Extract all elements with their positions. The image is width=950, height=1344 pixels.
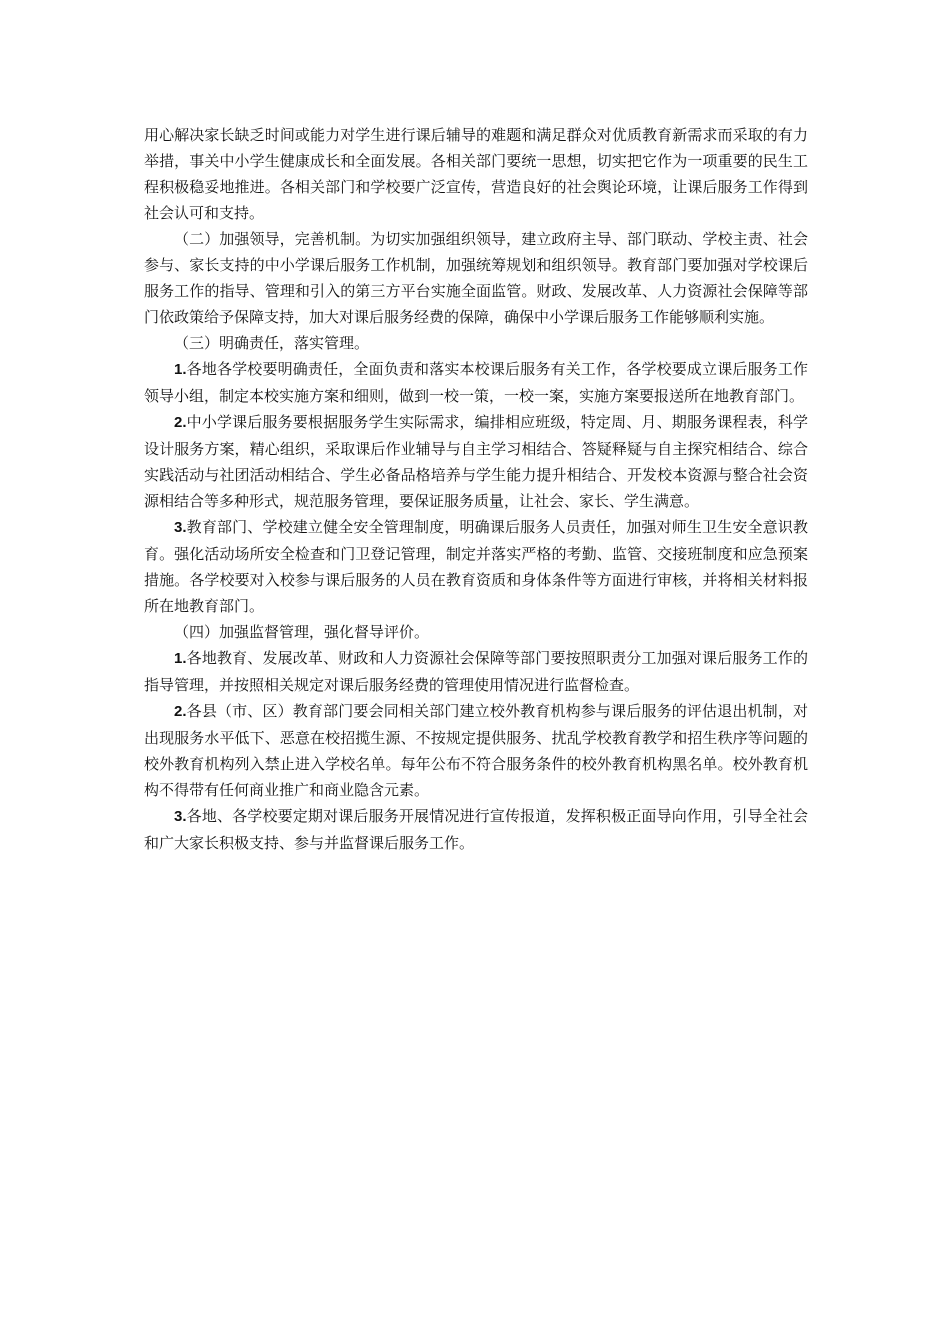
section-four-item-1	[144, 645, 808, 698]
section-four-item-3	[144, 803, 808, 856]
paragraph-text: 各地教育、发展改革、财政和人力资源社会保障等部门要按照职责分工加强对课后服务工作的指导管理，并按照相关规定对课后服务经费的管理使用情况进行监督检查。	[144, 649, 808, 694]
paragraph-text: （四）加强监督管理，强化督导评价。	[174, 623, 430, 641]
paragraph-continuation	[144, 122, 808, 226]
item-number: 3.	[174, 519, 187, 536]
item-number: 3.	[174, 808, 187, 825]
section-three-item-2	[144, 409, 808, 514]
item-number: 1.	[174, 650, 187, 667]
section-two-paragraph	[144, 226, 808, 330]
item-number: 1.	[174, 361, 187, 378]
section-three-item-1	[144, 356, 808, 409]
document-body	[144, 122, 808, 856]
paragraph-text: 各地各学校要明确责任，全面负责和落实本校课后服务有关工作，各学校要成立课后服务工作领导小组，制定本校实施方案和细则，做到一校一策，一校一案，实施方案要报送所在地教育部门。	[144, 360, 808, 405]
paragraph-text: （二）加强领导，完善机制。为切实加强组织领导，建立政府主导、部门联动、学校主责、社会参与、家长支持的中小学课后服务工作机制，加强统筹规划和组织领导。教育部门要加强对学校课后服务工作的指导、管理和引入的第三方平台实施全面监管。财政、发展改革、人力资源社会保障等部门依政策给予保障支持，加大对课后服务经费的保障，确保中小学课后服务工作能够顺利实施。	[144, 230, 808, 326]
paragraph-text: （三）明确责任，落实管理。	[174, 334, 370, 352]
paragraph-text: 各地、各学校要定期对课后服务开展情况进行宣传报道，发挥积极正面导向作用，引导全社会和广大家长积极支持、参与并监督课后服务工作。	[144, 807, 808, 852]
paragraph-text: 教育部门、学校建立健全安全管理制度，明确课后服务人员责任，加强对师生卫生安全意识教育。强化活动场所安全检查和门卫登记管理，制定并落实严格的考勤、监管、交接班制度和应急预案措施。各学校要对入校参与课后服务的人员在教育资质和身体条件等方面进行审核，并将相关材料报所在地教育部门。	[144, 518, 808, 615]
section-three-heading	[144, 330, 808, 356]
section-four-item-2	[144, 698, 808, 803]
section-three-item-3	[144, 514, 808, 619]
item-number: 2.	[174, 414, 187, 431]
item-number: 2.	[174, 703, 187, 720]
section-four-heading	[144, 619, 808, 645]
paragraph-text: 用心解决家长缺乏时间或能力对学生进行课后辅导的难题和满足群众对优质教育新需求而采取的有力举措，事关中小学生健康成长和全面发展。各相关部门要统一思想，切实把它作为一项重要的民生工程积极稳妥地推进。各相关部门和学校要广泛宣传，营造良好的社会舆论环境，让课后服务工作得到社会认可和支持。	[144, 126, 808, 222]
paragraph-text: 各县（市、区）教育部门要会同相关部门建立校外教育机构参与课后服务的评估退出机制，对出现服务水平低下、恶意在校招揽生源、不按规定提供服务、扰乱学校教育教学和招生秩序等问题的校外教育机构列入禁止进入学校名单。每年公布不符合服务条件的校外教育机构黑名单。校外教育机构不得带有任何商业推广和商业隐含元素。	[144, 702, 808, 799]
paragraph-text: 中小学课后服务要根据服务学生实际需求，编排相应班级，特定周、月、期服务课程表，科学设计服务方案，精心组织，采取课后作业辅导与自主学习相结合、答疑释疑与自主探究相结合、综合实践活动与社团活动相结合、学生必备品格培养与学生能力提升相结合、开发校本资源与整合社会资源相结合等多种形式，规范服务管理，要保证服务质量，让社会、家长、学生满意。	[144, 413, 808, 510]
